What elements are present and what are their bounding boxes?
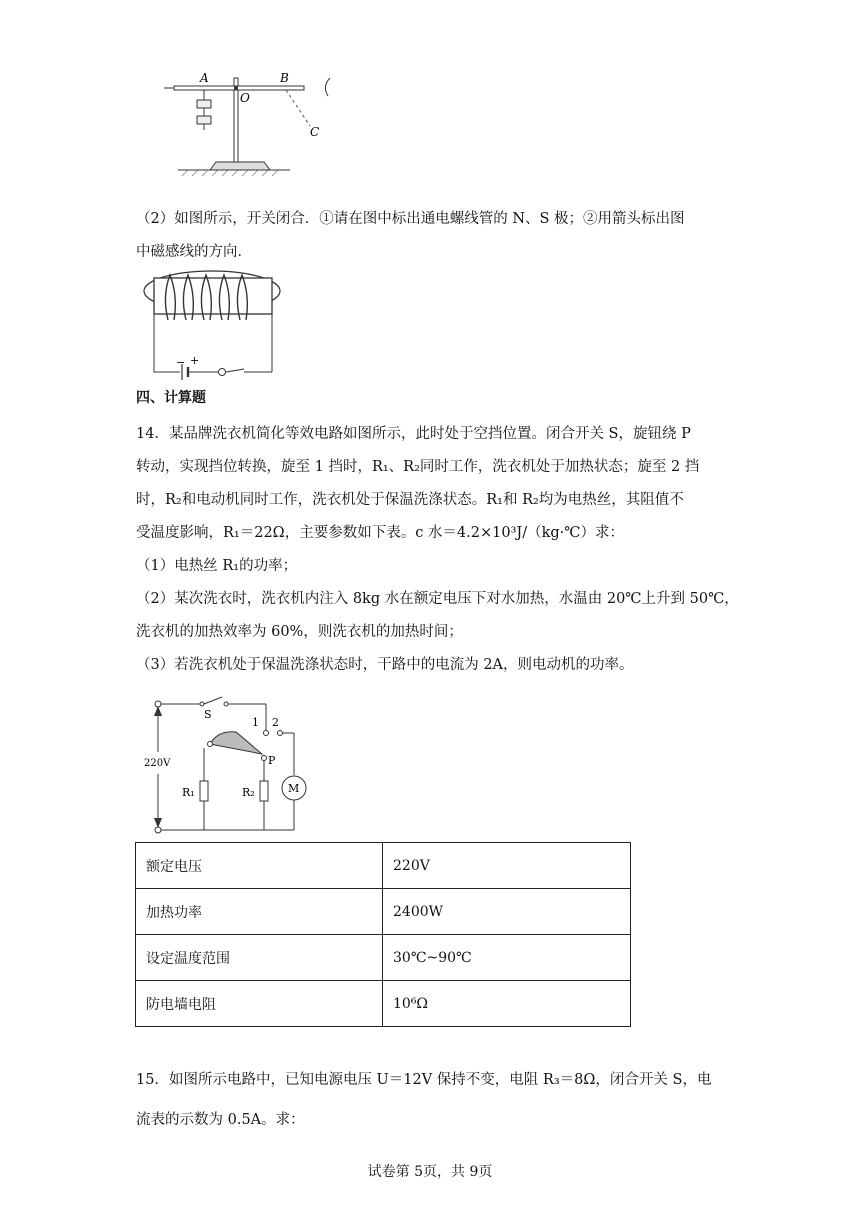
table-row — [136, 843, 631, 889]
switch-label: S — [204, 708, 212, 721]
table-cell: 30℃~90℃ — [383, 935, 631, 981]
parameters-table — [135, 842, 631, 1027]
pivot-label: P — [268, 754, 276, 767]
q14-line2: 转动，实现挡位转换，旋至 1 挡时，R₁、R₂同时工作，洗衣机处于加热状态；旋至 2 挡 — [136, 459, 700, 475]
table-cell: 防电墙电阻 — [136, 981, 383, 1027]
pos1-label: 1 — [252, 716, 259, 729]
battery-plus: + — [190, 354, 200, 367]
q15-line1: 15．如图所示电路中，已知电源电压 U＝12V 保持不变，电阻 R₃＝8Ω，闭合开关 S，电 — [136, 1072, 712, 1088]
q13-2-line1: （2）如图所示，开关闭合．①请在图中标出通电螺线管的 N、S 极；②用箭头标出图 — [136, 211, 685, 227]
table-cell: 2400W — [383, 889, 631, 935]
table-cell: 设定温度范围 — [136, 935, 383, 981]
washer-circuit — [140, 692, 310, 838]
label-b: B — [280, 71, 289, 85]
q14-sub1: （1）电热丝 R₁的功率； — [136, 558, 298, 574]
q14-sub2b: 洗衣机的加热效率为 60%，则洗衣机的加热时间； — [136, 624, 463, 640]
label-o: O — [240, 91, 250, 105]
r1-label: R₁ — [182, 786, 195, 799]
solenoid-figure — [140, 265, 290, 385]
page-footer: 试卷第 5页，共 9页 — [367, 1164, 493, 1180]
r2-label: R₂ — [242, 786, 255, 799]
table-row — [136, 935, 631, 981]
table-cell: 10⁶Ω — [383, 981, 631, 1027]
q14-line1: 14．某品牌洗衣机简化等效电路如图所示，此时处于空挡位置。闭合开关 S，旋钮绕 P — [136, 426, 691, 442]
lever-figure — [160, 66, 340, 178]
label-c: C — [310, 125, 320, 139]
table-cell: 220V — [383, 843, 631, 889]
q15-line2: 流表的示数为 0.5A。求： — [136, 1112, 305, 1128]
table-row — [136, 981, 631, 1027]
q14-line4: 受温度影响，R₁＝22Ω，主要参数如下表。c 水＝4.2×10³J/（kg·℃）求： — [136, 525, 624, 541]
motor-label: M — [288, 782, 300, 795]
table-cell: 额定电压 — [136, 843, 383, 889]
q13-2-line2: 中磁感线的方向． — [136, 244, 252, 260]
q14-line3: 时，R₂和电动机同时工作，洗衣机处于保温洗涤状态。R₁和 R₂均为电热丝，其阻值不 — [136, 492, 684, 508]
pos2-label: 2 — [272, 716, 279, 729]
table-row — [136, 889, 631, 935]
q14-sub3: （3）若洗衣机处于保温洗涤状态时，干路中的电流为 2A，则电动机的功率。 — [136, 657, 634, 673]
label-a: A — [200, 71, 209, 85]
battery-minus: − — [176, 356, 186, 369]
table-cell: 加热功率 — [136, 889, 383, 935]
q14-sub2a: （2）某次洗衣时，洗衣机内注入 8kg 水在额定电压下对水加热，水温由 20℃上升到 50℃， — [136, 591, 739, 607]
section-heading: 四、计算题 — [136, 390, 206, 406]
voltage-label: 220V — [144, 758, 171, 769]
